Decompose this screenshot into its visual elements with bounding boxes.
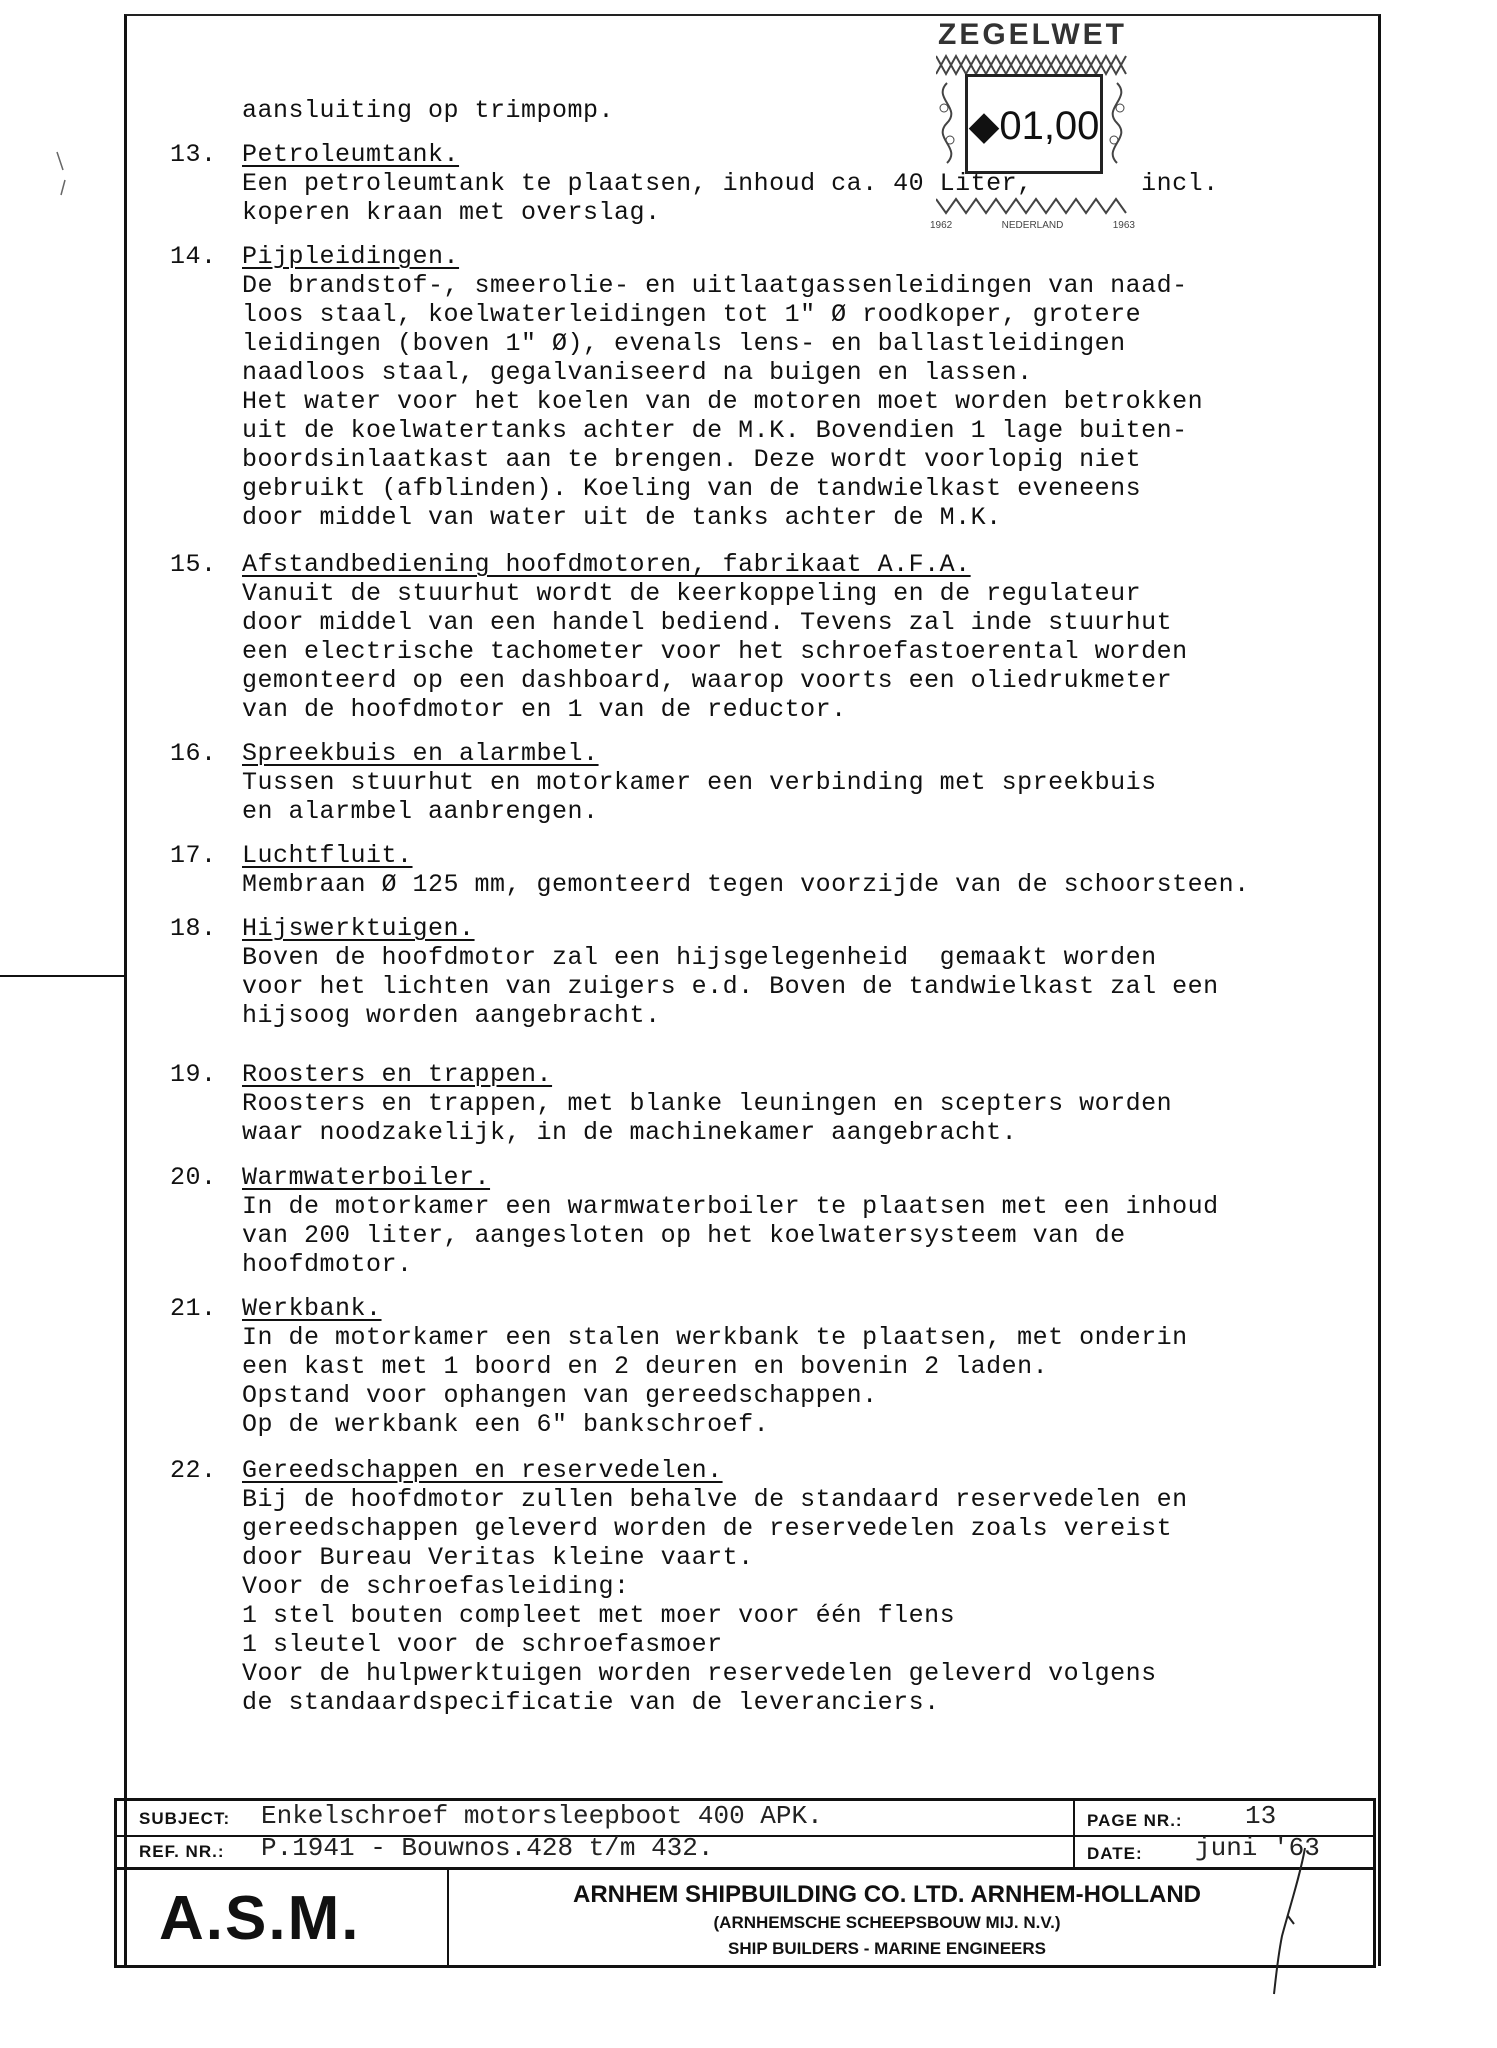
body-line: Voor de schroefasleiding: — [242, 1572, 630, 1601]
stamp-ornament-left — [932, 78, 962, 168]
margin-rule — [0, 975, 126, 977]
body-line: de standaardspecificatie van de leveranciers. — [242, 1688, 940, 1717]
body-line: Vanuit de stuurhut wordt de keerkoppeling en de regulateur — [242, 579, 1142, 608]
body-line: Tussen stuurhut en motorkamer een verbinding met spreekbuis — [242, 768, 1157, 797]
body-line: van 200 liter, aangesloten op het koelwatersysteem van de — [242, 1221, 1126, 1250]
body-line: door middel van een handel bediend. Tevens zal inde stuurhut — [242, 608, 1173, 637]
company-tagline: SHIP BUILDERS - MARINE ENGINEERS — [727, 1939, 1046, 1958]
date-label: DATE: — [1087, 1844, 1143, 1863]
signature-stroke — [1270, 1846, 1310, 1996]
section-body — [242, 1485, 1188, 1717]
body-line: hoofdmotor. — [242, 1250, 413, 1279]
body-line: 1 sleutel voor de schroefasmoer — [242, 1630, 723, 1659]
continuation-line: aansluiting op trimpomp. — [242, 96, 615, 125]
section-body — [242, 1323, 1188, 1439]
title-block — [114, 1798, 1376, 1968]
section-heading: Gereedschappen en reservedelen. — [242, 1456, 723, 1485]
body-line: gemonteerd op een dashboard, waarop voorts een oliedrukmeter — [242, 666, 1173, 695]
section-body — [242, 271, 1203, 532]
body-line: door Bureau Veritas kleine vaart. — [242, 1543, 754, 1572]
body-line: Boven de hoofdmotor zal een hijsgelegenheid gemaakt worden — [242, 943, 1157, 972]
company-dutch-name: (ARNHEMSCHE SCHEEPSBOUW MIJ. N.V.) — [713, 1913, 1061, 1932]
section-number: 15. — [170, 550, 217, 579]
body-line: een kast met 1 boord en 2 deuren en bovenin 2 laden. — [242, 1352, 1049, 1381]
ref-value: P.1941 - Bouwnos.428 t/m 432. — [261, 1833, 714, 1863]
body-line: Membraan Ø 125 mm, gemonteerd tegen voorzijde van de schoorsteen. — [242, 870, 1250, 899]
section-number: 16. — [170, 739, 217, 768]
stamp-year-end: 1963 — [1112, 220, 1135, 231]
subject-value: Enkelschroef motorsleepboot 400 APK. — [261, 1801, 823, 1831]
subject-label: SUBJECT: — [139, 1809, 231, 1828]
body-line: Opstand voor ophangen van gereedschappen. — [242, 1381, 878, 1410]
body-line: Bij de hoofdmotor zullen behalve de standaard reservedelen en — [242, 1485, 1188, 1514]
section-body — [242, 169, 1219, 227]
ref-label: REF. NR.: — [139, 1842, 225, 1861]
page-number: 13 — [1245, 1801, 1277, 1831]
section-body — [242, 1192, 1219, 1279]
body-line: door middel van water uit de tanks achter de M.K. — [242, 503, 1002, 532]
section-heading: Luchtfluit. — [242, 841, 413, 870]
body-line: loos staal, koelwaterleidingen tot 1" Ø roodkoper, grotere — [242, 300, 1142, 329]
body-line: boordsinlaatkast aan te brengen. Deze wordt voorlopig niet — [242, 445, 1142, 474]
section-heading: Afstandbediening hoofdmotoren, fabrikaat A.F.A. — [242, 550, 971, 579]
body-line: Het water voor het koelen van de motoren moet worden betrokken — [242, 387, 1204, 416]
body-line: De brandstof-, smeerolie- en uitlaatgassenleidingen van naad- — [242, 271, 1188, 300]
body-line: Op de werkbank een 6" bankschroef. — [242, 1410, 770, 1439]
section-number: 22. — [170, 1456, 217, 1485]
section-number: 17. — [170, 841, 217, 870]
section-heading: Roosters en trappen. — [242, 1060, 553, 1089]
margin-marks — [55, 150, 75, 200]
body-line: uit de koelwatertanks achter de M.K. Bovendien 1 lage buiten- — [242, 416, 1188, 445]
section-number: 21. — [170, 1294, 217, 1323]
section-heading: Warmwaterboiler. — [242, 1163, 491, 1192]
stamp-value: 01,00 — [999, 104, 1100, 148]
section-heading: Pijpleidingen. — [242, 242, 460, 271]
section-body — [242, 943, 1219, 1030]
ref-row — [117, 1835, 1373, 1870]
body-line: van de hoofdmotor en 1 van de reductor. — [242, 695, 847, 724]
body-line: Voor de hulpwerktuigen worden reservedelen geleverd volgens — [242, 1659, 1157, 1688]
body-line: 1 stel bouten compleet met moer voor één flens — [242, 1601, 956, 1630]
section-number: 14. — [170, 242, 217, 271]
body-line: Roosters en trappen, met blanke leuningen en scepters worden — [242, 1089, 1173, 1118]
page-label: PAGE NR.: — [1087, 1811, 1183, 1830]
divider-vertical — [1073, 1801, 1075, 1870]
body-line: waar noodzakelijk, in de machinekamer aangebracht. — [242, 1118, 1018, 1147]
date-value: juni '63 — [1195, 1833, 1320, 1863]
section-body — [242, 768, 1157, 826]
section-heading: Petroleumtank. — [242, 140, 460, 169]
section-body — [242, 579, 1188, 724]
subject-row — [117, 1801, 1373, 1837]
stamp-ornament-right — [1102, 78, 1132, 168]
body-line: een electrische tachometer voor het schroefastoerental worden — [242, 637, 1188, 666]
body-line: gereedschappen geleverd worden de reservedelen zoals vereist — [242, 1514, 1173, 1543]
section-body — [242, 1089, 1172, 1147]
section-number: 18. — [170, 914, 217, 943]
body-line: naadloos staal, gegalvaniseerd na buigen en lassen. — [242, 358, 1033, 387]
body-line: leidingen (boven 1" Ø), evenals lens- en ballastleidingen — [242, 329, 1126, 358]
body-line: voor het lichten van zuigers e.d. Boven de tandwielkast zal een — [242, 972, 1219, 1001]
body-line: Een petroleumtank te plaatsen, inhoud ca. 40 Liter, incl. — [242, 169, 1219, 198]
body-line: koperen kraan met overslag. — [242, 198, 661, 227]
body-line: hijsoog worden aangebracht. — [242, 1001, 661, 1030]
section-number: 19. — [170, 1060, 217, 1089]
stamp-country: NEDERLAND — [1001, 220, 1064, 231]
stamp-value-box: ◆01,00 — [965, 74, 1103, 174]
stamp-year-start: 1962 — [930, 220, 953, 231]
body-line: In de motorkamer een warmwaterboiler te plaatsen met een inhoud — [242, 1192, 1219, 1221]
section-body — [242, 870, 1250, 899]
body-line: In de motorkamer een stalen werkbank te plaatsen, met onderin — [242, 1323, 1188, 1352]
section-heading: Spreekbuis en alarmbel. — [242, 739, 599, 768]
body-line: gebruikt (afblinden). Koeling van de tandwielkast eveneens — [242, 474, 1142, 503]
section-heading: Werkbank. — [242, 1294, 382, 1323]
body-line: en alarmbel aanbrengen. — [242, 797, 599, 826]
section-heading: Hijswerktuigen. — [242, 914, 475, 943]
company-name: ARNHEM SHIPBUILDING CO. LTD. ARNHEM-HOLLAND — [573, 1881, 1201, 1908]
company-logo: A.S.M. — [159, 1884, 361, 1953]
section-number: 20. — [170, 1163, 217, 1192]
section-number: 13. — [170, 140, 217, 169]
stamp-title: ZEGELWET — [938, 18, 1127, 51]
